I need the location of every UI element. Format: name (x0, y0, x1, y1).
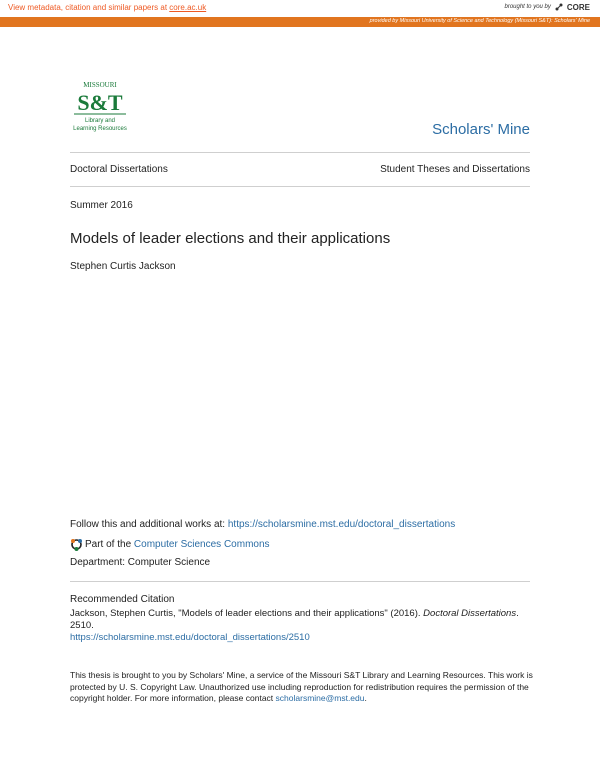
author-name: Stephen Curtis Jackson (70, 261, 176, 272)
core-metadata-notice (8, 3, 206, 12)
student-theses-link[interactable]: Student Theses and Dissertations (380, 164, 530, 175)
divider-top (70, 152, 530, 153)
computer-sciences-commons-link[interactable]: Computer Sciences Commons (133, 539, 270, 551)
brought-by-text: brought to you by (504, 4, 551, 10)
department: Department: Computer Science (70, 557, 211, 568)
document-title: Models of leader elections and their applications (70, 230, 391, 247)
divider-nav (70, 186, 530, 187)
logo-st-text: S&T (77, 90, 123, 115)
publication-date: Summer 2016 (70, 200, 133, 211)
follow-link[interactable]: https://scholarsmine.mst.edu/doctoral_dissertations (227, 519, 456, 530)
missouri-st-logo (72, 80, 128, 138)
provider-bar (0, 17, 600, 27)
part-of-line (70, 538, 270, 551)
follow-line (70, 519, 455, 530)
citation-url-link[interactable]: https://scholarsmine.mst.edu/doctoral_dissertations/2510 (70, 632, 310, 643)
core-label: CORE (566, 2, 590, 12)
core-brand (505, 2, 591, 12)
citation-heading: Recommended Citation (70, 594, 175, 605)
part-of-text: Part of the (85, 539, 132, 551)
core-metadata-text: View metadata, citation and similar papers at (8, 3, 168, 12)
citation-body (70, 608, 540, 644)
logo-line1-text: Library and (84, 118, 116, 124)
citation-line1: Jackson, Stephen Curtis, "Models of leader elections and their applications" (2016). (70, 608, 421, 619)
doctoral-dissertations-link[interactable]: Doctoral Dissertations (70, 164, 168, 175)
copyright-notice (70, 670, 535, 705)
citation-journal: Doctoral Dissertations (423, 608, 517, 619)
citation-number: . 2510. (70, 608, 519, 631)
contact-email-link[interactable]: scholarsmine@mst.edu (275, 693, 365, 703)
core-top-bar (0, 0, 600, 17)
repository-name[interactable]: Scholars' Mine (432, 121, 530, 138)
notice-text: This thesis is brought to you by Scholars' Mine, a service of the Missouri S&T Library and Learning Resources. This work is protected by U. S. Copyright Law. Unauthorized use including reproduction for redistribution requires the permission of the copyright holder. For more information, please contact (70, 670, 533, 703)
network-commons-icon (70, 538, 83, 551)
notice-end: . (364, 693, 367, 703)
provider-text: provided by Missouri University of Science and Technology (Missouri S&T): Scholars' Mine (369, 18, 590, 24)
divider-citation (70, 581, 530, 582)
follow-text: Follow this and additional works at: (70, 519, 226, 530)
logo-line2-text: Learning Resources (73, 126, 127, 132)
core-logo-icon (554, 2, 564, 12)
core-link[interactable]: core.ac.uk (169, 3, 207, 12)
logo-missouri-text: MISSOURI (83, 81, 117, 89)
